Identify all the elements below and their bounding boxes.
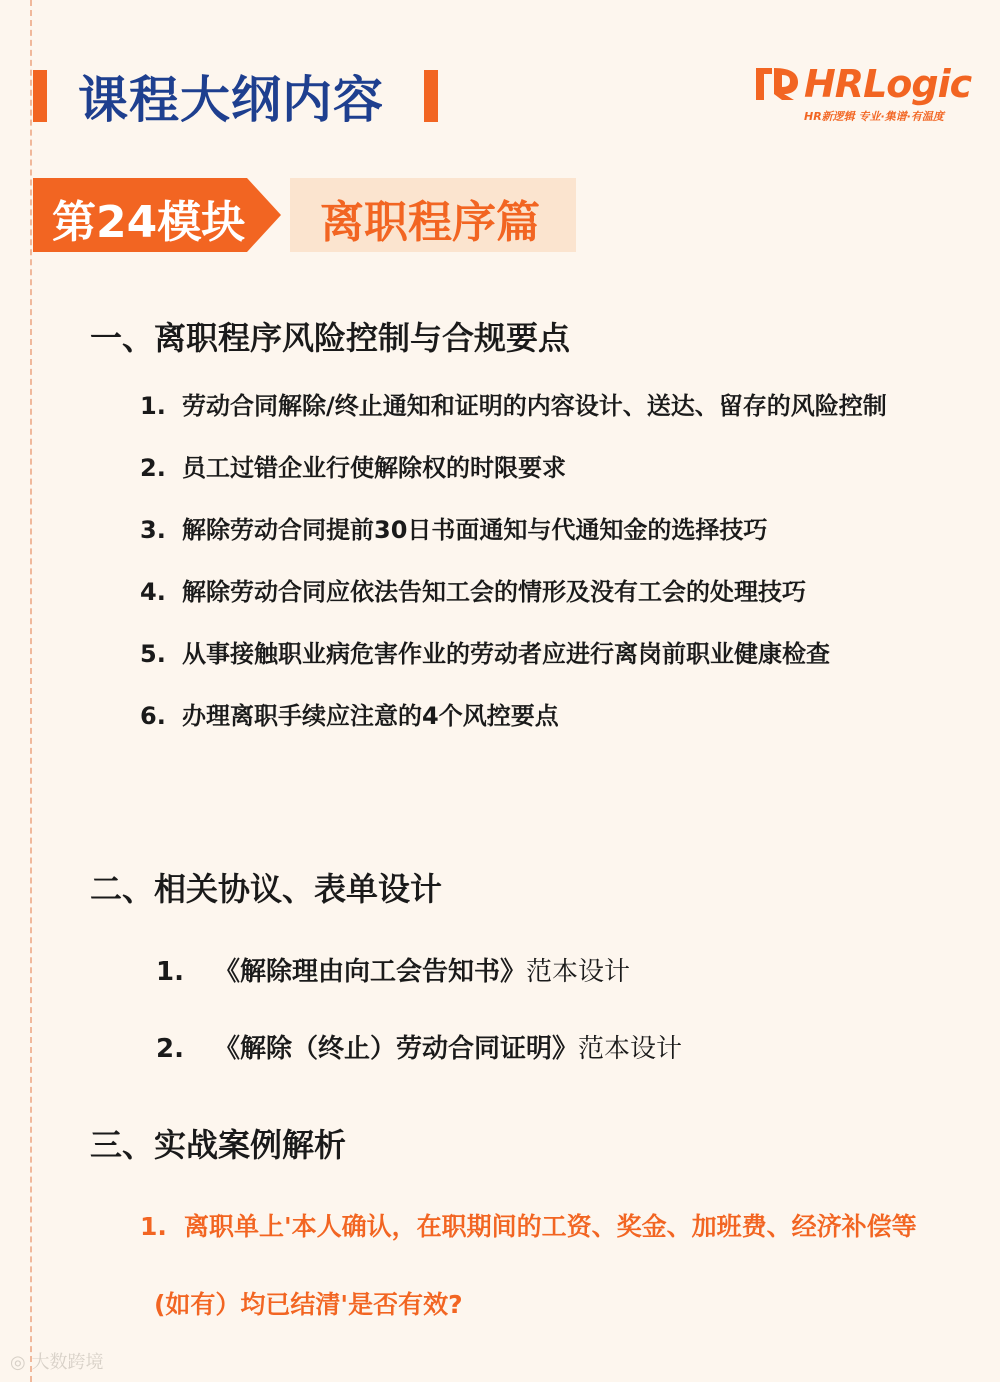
- item-number: 3.: [140, 516, 166, 544]
- list-item: [140, 634, 830, 669]
- item-number: 4.: [140, 578, 166, 606]
- list-item: [140, 448, 566, 483]
- page-title: 课程大纲内容: [78, 71, 384, 129]
- item-document-name: 《解除理由向工会告知书》: [214, 957, 527, 987]
- item-number: 5.: [140, 640, 166, 668]
- item-text: 从事接触职业病危害作业的劳动者应进行离岗前职业健康检查: [182, 640, 830, 668]
- item-number: 2.: [140, 454, 166, 482]
- logo-text: HRLogic: [804, 62, 972, 106]
- module-label: 第24模块: [52, 197, 246, 248]
- hrlogic-logo: [752, 64, 970, 124]
- item-text: 解除劳动合同应依法告知工会的情形及没有工会的处理技巧: [182, 578, 806, 606]
- item-text: 劳动合同解除/终止通知和证明的内容设计、送达、留存的风险控制: [182, 392, 887, 420]
- title-right-bar: [424, 70, 438, 122]
- item-text: 解除劳动合同提前30日书面通知与代通知金的选择技巧: [182, 516, 768, 544]
- case-question-line-2: (如有）均已结清'是否有效?: [154, 1290, 463, 1319]
- margin-dashed-line: [30, 0, 32, 1382]
- item-document-name: 《解除（终止）劳动合同证明》: [214, 1034, 579, 1064]
- item-number: 6.: [140, 702, 166, 730]
- item-number: 1.: [156, 957, 184, 987]
- item-number: 2.: [156, 1034, 184, 1064]
- section-title: 三、实战案例解析: [90, 1126, 347, 1164]
- list-item: [156, 951, 630, 988]
- logo-mark-icon: [752, 64, 802, 104]
- item-text: 离职单上'本人确认，在职期间的工资、奖金、加班费、经济补偿等: [184, 1212, 917, 1241]
- item-text: 员工过错企业行使解除权的时限要求: [182, 454, 566, 482]
- item-number: 1.: [140, 1212, 167, 1241]
- watermark-logo-icon: ◎: [10, 1352, 26, 1373]
- title-left-bar: [33, 70, 47, 122]
- watermark: [10, 1348, 103, 1374]
- section-title: 一、离职程序风险控制与合规要点: [90, 319, 571, 357]
- item-number: 1.: [140, 392, 166, 420]
- list-item: [140, 510, 767, 545]
- logo-tagline: HR新逻辑 专业·集谱·有温度: [804, 110, 944, 123]
- list-item: [140, 696, 559, 731]
- item-text: 办理离职手续应注意的4个风控要点: [182, 702, 559, 730]
- watermark-text: 大数跨境: [31, 1352, 104, 1373]
- section-title: 二、相关协议、表单设计: [90, 870, 443, 908]
- item-suffix: 范本设计: [526, 957, 631, 987]
- list-item: [140, 386, 887, 421]
- list-item: [156, 1028, 682, 1065]
- list-item: [140, 572, 806, 607]
- module-name: 离职程序篇: [320, 197, 540, 248]
- item-suffix: 范本设计: [578, 1034, 683, 1064]
- case-question-line-1: [140, 1207, 917, 1243]
